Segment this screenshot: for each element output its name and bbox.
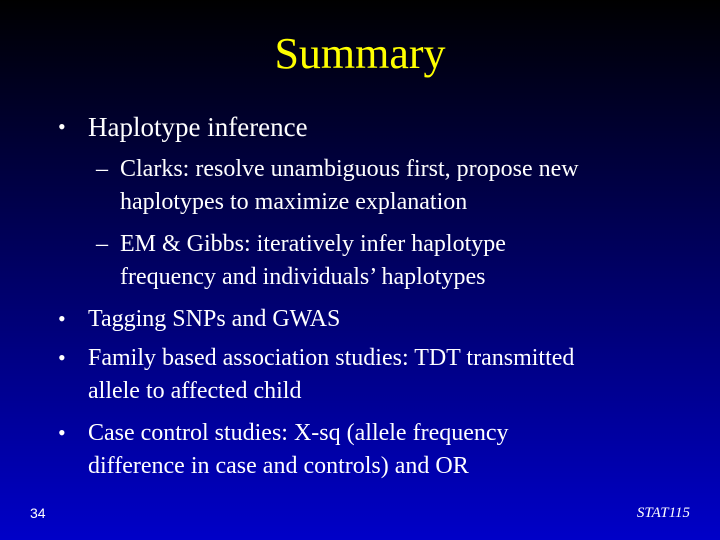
- sub-bullet-clarks-line-2: haplotypes to maximize explanation: [120, 189, 468, 215]
- sub-bullet-em-gibbs-line-2: frequency and individuals’ haplotypes: [120, 264, 486, 290]
- bullet-case-control-line-1: Case control studies: X-sq (allele frequency: [88, 420, 509, 446]
- bullet-marker: •: [58, 306, 66, 331]
- sub-bullet-em-gibbs-line-1: EM & Gibbs: iteratively infer haplotype: [120, 231, 506, 257]
- bullet-family-association-line-2: allele to affected child: [88, 378, 302, 404]
- bullet-marker: •: [58, 114, 66, 139]
- sub-bullet-marker: –: [96, 156, 108, 182]
- slide-title: Summary: [274, 29, 446, 78]
- bullet-tagging-snps: Tagging SNPs and GWAS: [88, 306, 341, 332]
- slide-number: 34: [30, 505, 46, 521]
- course-label: STAT115: [636, 505, 690, 521]
- bullet-haplotype-inference: Haplotype inference: [88, 112, 308, 142]
- bullet-marker: •: [58, 420, 66, 445]
- bullet-case-control-line-2: difference in case and controls) and OR: [88, 453, 469, 479]
- sub-bullet-marker: –: [96, 231, 108, 257]
- bullet-marker: •: [58, 345, 66, 370]
- bullet-family-association-line-1: Family based association studies: TDT transmitted: [88, 345, 575, 371]
- sub-bullet-clarks-line-1: Clarks: resolve unambiguous first, propose new: [120, 156, 579, 182]
